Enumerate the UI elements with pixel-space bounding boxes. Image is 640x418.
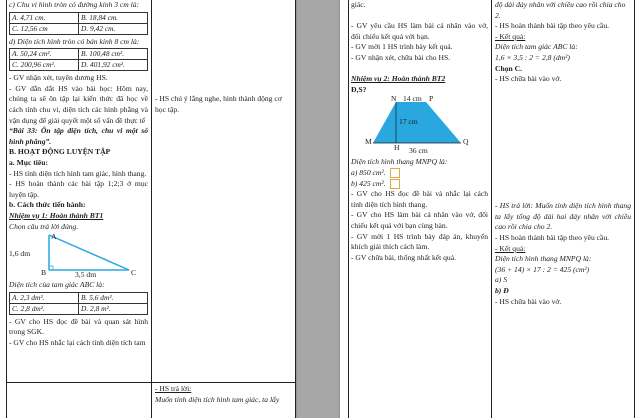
text-line (495, 32, 631, 43)
options-row (10, 23, 148, 34)
option-cell: A. 4,71 cm. (10, 12, 79, 23)
text-line-content: - GV chữa bài, thống nhất kết quả. (351, 252, 456, 262)
text-line-content: - HS hoàn thành các bài tập 1;2;3 ở mục luyện tập. (9, 179, 148, 199)
text-line-content: - GV cho HS đọc đề bài và quan sát hình trong SGK. (9, 316, 148, 337)
text-line-content: - HS chữa bài vào vở. (495, 296, 562, 306)
options-row (10, 303, 148, 314)
text-line (495, 64, 631, 75)
text-line-content: - GV nhận xét, chữa bài cho HS. (351, 52, 451, 62)
document-page-left (0, 0, 296, 418)
text-line (495, 201, 631, 233)
text-line-content: “Bài 33: Ôn tập diện tích, chu vi một số hình phẳng”. (9, 126, 148, 146)
table-border-left (6, 0, 7, 418)
text-line-content: - GV nhận xét, tuyên dương HS. (9, 73, 108, 83)
text-line (9, 158, 148, 169)
vertex-n: N (391, 94, 397, 104)
text-line (9, 280, 148, 291)
text-line (495, 286, 631, 297)
spacer (495, 95, 631, 106)
text-line (351, 189, 488, 210)
spacer (495, 85, 631, 96)
text-line (351, 253, 488, 264)
spacer (351, 11, 488, 22)
text-line (9, 73, 148, 84)
option-cell: C. 2,8 dm². (10, 303, 79, 314)
spacer (495, 127, 631, 138)
table-border-right (295, 0, 296, 418)
student-activity-column (495, 0, 631, 418)
text-line-content: - HS chữa bài vào vở. (495, 74, 562, 84)
text-line-content: 1,6 × 3,5 : 2 = 2,8 (dm²) (495, 52, 570, 62)
text-line (9, 0, 148, 11)
text-line-content: - Kết quả: (495, 31, 526, 41)
text-line (495, 297, 631, 308)
spacer (495, 117, 631, 128)
text-line (495, 53, 631, 64)
table-border-left (348, 0, 349, 418)
vertex-q: Q (463, 137, 469, 147)
text-line-content: - HS tính diện tích hình tam giác, hình thang. (9, 168, 147, 178)
text-line-content: độ dài đáy nhân với chiều cao rồi chia cho 2. (495, 0, 626, 20)
option-cell: D. 2,8 m². (79, 303, 148, 314)
text-line (495, 275, 631, 286)
text-line (351, 53, 488, 64)
text-line (495, 0, 631, 21)
spacer (495, 191, 631, 202)
bottom-base-label: 36 cm (409, 146, 428, 156)
text-line (351, 42, 488, 53)
option-cell: A. 2,3 dm². (10, 292, 79, 303)
triangle-figure (9, 232, 148, 280)
side-ab-label: 1,6 dm (9, 249, 31, 259)
spacer (495, 138, 631, 149)
text-line-content: Đ,S? (351, 84, 367, 94)
text-line-content: - GV cho HS làm bài cá nhân vào vở, đối chiếu kết quả với bạn cùng bàn. (351, 210, 488, 230)
text-line (495, 265, 631, 276)
text-line (9, 200, 148, 211)
spacer (495, 170, 631, 181)
text-line (9, 222, 148, 233)
text-line-content: Nhiệm vụ 1: Hoàn thành BT1 (9, 210, 104, 220)
spacer (495, 148, 631, 159)
text-line-content: b. Cách thức tiến hành: (9, 200, 86, 210)
text-line-content: (36 + 14) × 17 : 2 = 425 (cm²) (495, 264, 590, 274)
text-line-content: b) 425 cm². (351, 178, 386, 188)
side-bc-label: 3,5 dm (75, 270, 97, 280)
text-line-content: c) Chu vi hình tròn có đường kính 3 cm là: (9, 0, 140, 9)
table-border-right (634, 0, 635, 418)
text-line-content: a) S (495, 275, 508, 285)
spacer (495, 106, 631, 117)
text-line (351, 210, 488, 231)
option-cell: B. 18,84 cm. (79, 12, 148, 23)
options-row (10, 12, 148, 23)
text-line-content: Diện tích của tam giác ABC là: (9, 280, 105, 290)
text-line (351, 21, 488, 42)
option-cell: D. 9,42 cm. (79, 23, 148, 34)
options-table (9, 292, 148, 315)
spacer (495, 180, 631, 191)
text-line (495, 254, 631, 265)
text-line-content: Diện tích hình thang MNPQ là: (351, 157, 448, 167)
vertex-p: P (429, 94, 434, 104)
text-line (9, 84, 148, 126)
text-line-content: - GV cho HS đọc đề bài và nhắc lại cách tính diện tích hình thang. (351, 189, 488, 209)
spacer (351, 64, 488, 75)
option-cell: A. 50,24 cm². (10, 49, 79, 60)
text-line-content: - Kết quả: (495, 243, 526, 253)
text-line-content: - HS hoàn thành bài tập theo yêu cầu. (495, 233, 610, 243)
text-line-content: Nhiệm vụ 2: Hoàn thành BT2 (351, 74, 446, 84)
text-line (495, 21, 631, 32)
answer-checkbox[interactable] (390, 168, 400, 178)
text-line (495, 244, 631, 255)
text-line (9, 317, 148, 338)
text-line-content: - GV cho HS nhắc lại cách tính diện tích tam (9, 337, 146, 347)
student-activity-column (155, 0, 292, 418)
text-line (9, 338, 148, 349)
text-line (9, 179, 148, 200)
text-line-content: - GV dẫn dắt HS vào bài học: Hôm nay, chúng ta sẽ ôn tập lại kiến thức đã học về cách tính chu vi, diện tích các hình phẳng và vận dụng để giải quyết một số vấn đề thực tế (9, 83, 148, 125)
top-base-label: 14 cm (403, 94, 422, 104)
text-line (9, 126, 148, 147)
text-line-content: - GV yêu cầu HS làm bài cá nhân vào vở, đối chiếu kết quả với bạn. (351, 21, 488, 41)
text-line (9, 37, 148, 48)
text-line-content: Chọn câu trả lời đúng. (9, 221, 79, 231)
options-table (9, 12, 148, 35)
option-cell: D. 401,92 cm². (79, 60, 148, 71)
text-line-content: - HS trả lời: Muốn tính diện tích hình thang ta lấy tổng độ dài hai đáy nhân với chiều cao rồi chia cho 2. (495, 201, 631, 232)
text-line-content: d) Diện tích hình tròn có bán kính 8 cm là: (9, 36, 140, 46)
text-line-content: B. HOẠT ĐỘNG LUYỆN TẬP (9, 147, 111, 157)
text-line-content: a. Mục tiêu: (9, 157, 49, 167)
text-line-content: b) Đ (495, 286, 509, 296)
text-line-content: - GV mời 1 HS trình bày kết quả. (351, 42, 453, 52)
text-line-content: Diện tích hình thang MNPQ là: (495, 254, 592, 264)
vertex-m: M (365, 137, 372, 147)
answer-checkbox[interactable] (390, 179, 400, 189)
teacher-activity-column (9, 0, 148, 418)
vertex-a: A (51, 232, 57, 242)
text-line (351, 168, 488, 179)
text-line-content: - HS hoàn thành bài tập theo yêu cầu. (495, 21, 610, 31)
text-line (495, 233, 631, 244)
text-line (351, 0, 488, 11)
text-line (351, 157, 488, 168)
options-table (9, 48, 148, 71)
table-row-border (6, 382, 296, 383)
document-page-right (340, 0, 640, 418)
text-line-content: a) 850 cm². (351, 167, 386, 177)
foot-h: H (394, 143, 400, 153)
option-cell: B. 100,48 cm². (79, 49, 148, 60)
option-cell: B. 5,6 dm². (79, 292, 148, 303)
text-line (9, 169, 148, 180)
options-row (10, 60, 148, 71)
text-line (351, 179, 488, 190)
text-line-content: - GV mời 1 HS trình bày đáp án, khuyến khích giải thích cách làm. (351, 231, 488, 252)
answer-label: - HS trả lời: (155, 384, 192, 393)
teacher-activity-column (351, 0, 488, 418)
text-line-content: Chọn C. (495, 63, 523, 73)
text-line (351, 232, 488, 253)
text-line (9, 147, 148, 158)
height-label: 17 cm (399, 117, 418, 127)
table-divider (151, 0, 152, 418)
trapezoid-figure (351, 95, 488, 157)
spacer (495, 159, 631, 170)
option-cell: C. 12,56 cm (10, 23, 79, 34)
text-line-content: giác. (351, 0, 366, 9)
text-line (495, 42, 631, 53)
table-divider (491, 0, 492, 418)
answer-text: Muốn tính diện tích hình tam giác, ta lấy (155, 394, 280, 404)
vertex-b: B (41, 268, 47, 278)
options-row (10, 49, 148, 60)
text-line (9, 211, 148, 222)
option-cell: C. 200,96 cm². (10, 60, 79, 71)
student-listen-note: - HS chú ý lắng nghe, hình thành động cơ học tập. (155, 94, 282, 114)
options-row (10, 292, 148, 303)
vertex-c: C (131, 268, 137, 278)
text-line-content: Diện tích tam giác ABC là: (495, 42, 578, 52)
text-line (351, 74, 488, 85)
text-line (495, 74, 631, 85)
